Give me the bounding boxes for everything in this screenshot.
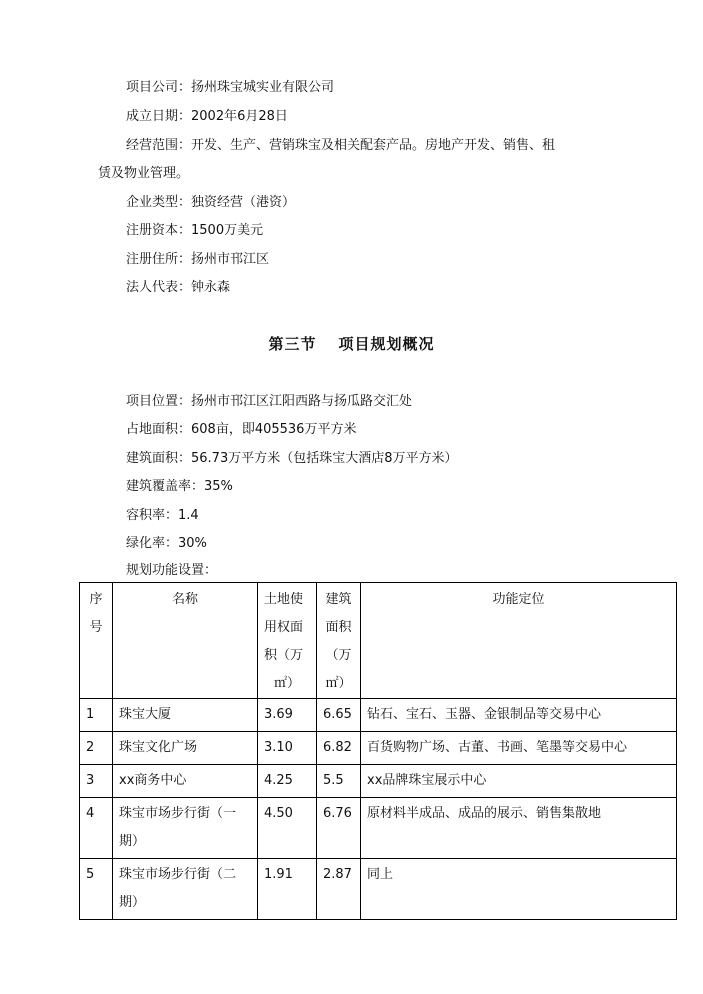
founded-date-line: 成立日期：2002年6月28日 [126, 109, 288, 124]
enterprise-type-line: 企业类型：独资经营（港资） [126, 195, 296, 210]
business-scope-continuation: 赁及物业管理。 [98, 166, 190, 181]
table-row [80, 859, 677, 920]
cell-seq: 4 [80, 798, 113, 859]
land-area-line: 占地面积：608亩，即405536万平方米 [126, 422, 357, 437]
header-building-area [317, 583, 361, 699]
green-ratio-line: 绿化率：30% [126, 536, 207, 551]
header-seq-char-1: 序 [89, 592, 103, 607]
table-row [80, 699, 677, 732]
table-header-row [80, 583, 677, 699]
header-land-line-3: 积（万 [264, 648, 304, 663]
header-land-line-4: ㎡） [273, 676, 300, 691]
cell-name: 珠宝文化广场 [113, 732, 258, 765]
cell-seq: 1 [80, 699, 113, 732]
cell-function: xx品牌珠宝展示中心 [361, 765, 677, 798]
cell-seq: 3 [80, 765, 113, 798]
header-build-line-4: ㎡） [325, 676, 352, 691]
planning-function-table [79, 582, 677, 920]
project-location-line: 项目位置：扬州市邗江区江阳西路与扬瓜路交汇处 [126, 394, 413, 409]
table-row [80, 765, 677, 798]
cell-function: 原材料半成品、成品的展示、销售集散地 [361, 798, 677, 859]
registered-capital-line: 注册资本：1500万美元 [126, 223, 264, 238]
cell-land-area: 4.50 [258, 798, 317, 859]
header-name: 名称 [113, 583, 258, 699]
legal-representative-line: 法人代表：钟永森 [126, 280, 231, 295]
cell-building-area: 6.65 [317, 699, 361, 732]
cell-name: 珠宝市场步行街（一期） [113, 798, 258, 859]
table-row [80, 798, 677, 859]
registered-address-line: 注册住所：扬州市邗江区 [126, 252, 270, 267]
cell-name: 珠宝市场步行街（二期） [113, 859, 258, 920]
coverage-ratio-line: 建筑覆盖率：35% [126, 479, 233, 494]
cell-land-area: 4.25 [258, 765, 317, 798]
header-land-line-1: 土地使 [264, 592, 304, 607]
header-seq-char-2: 号 [89, 620, 103, 635]
cell-seq: 2 [80, 732, 113, 765]
table-row [80, 732, 677, 765]
project-company-line: 项目公司：扬州珠宝城实业有限公司 [126, 80, 335, 95]
cell-land-area: 3.10 [258, 732, 317, 765]
cell-building-area: 6.76 [317, 798, 361, 859]
floor-area-ratio-line: 容积率：1.4 [126, 508, 199, 523]
business-scope-line: 经营范围：开发、生产、营销珠宝及相关配套产品。房地产开发、销售、租 [126, 138, 556, 153]
header-land-line-2: 用权面 [264, 620, 304, 635]
header-build-line-3: （万 [325, 648, 352, 663]
header-land-area [258, 583, 317, 699]
functions-label: 规划功能设置： [126, 563, 218, 578]
section-heading [0, 334, 703, 354]
cell-land-area: 1.91 [258, 859, 317, 920]
header-build-line-1: 建筑 [325, 592, 352, 607]
cell-seq: 5 [80, 859, 113, 920]
section-title: 项目规划概况 [338, 335, 435, 353]
section-number: 第三节 [268, 335, 317, 353]
cell-land-area: 3.69 [258, 699, 317, 732]
cell-function: 钻石、宝石、玉器、金银制品等交易中心 [361, 699, 677, 732]
cell-building-area: 2.87 [317, 859, 361, 920]
header-function: 功能定位 [361, 583, 677, 699]
cell-function: 百货购物广场、古董、书画、笔墨等交易中心 [361, 732, 677, 765]
cell-building-area: 6.82 [317, 732, 361, 765]
cell-building-area: 5.5 [317, 765, 361, 798]
header-seq [80, 583, 113, 699]
cell-function: 同上 [361, 859, 677, 920]
building-area-line: 建筑面积：56.73万平方米（包括珠宝大酒店8万平方米） [126, 451, 458, 466]
header-build-line-2: 面积 [325, 620, 352, 635]
cell-name: xx商务中心 [113, 765, 258, 798]
cell-name: 珠宝大厦 [113, 699, 258, 732]
